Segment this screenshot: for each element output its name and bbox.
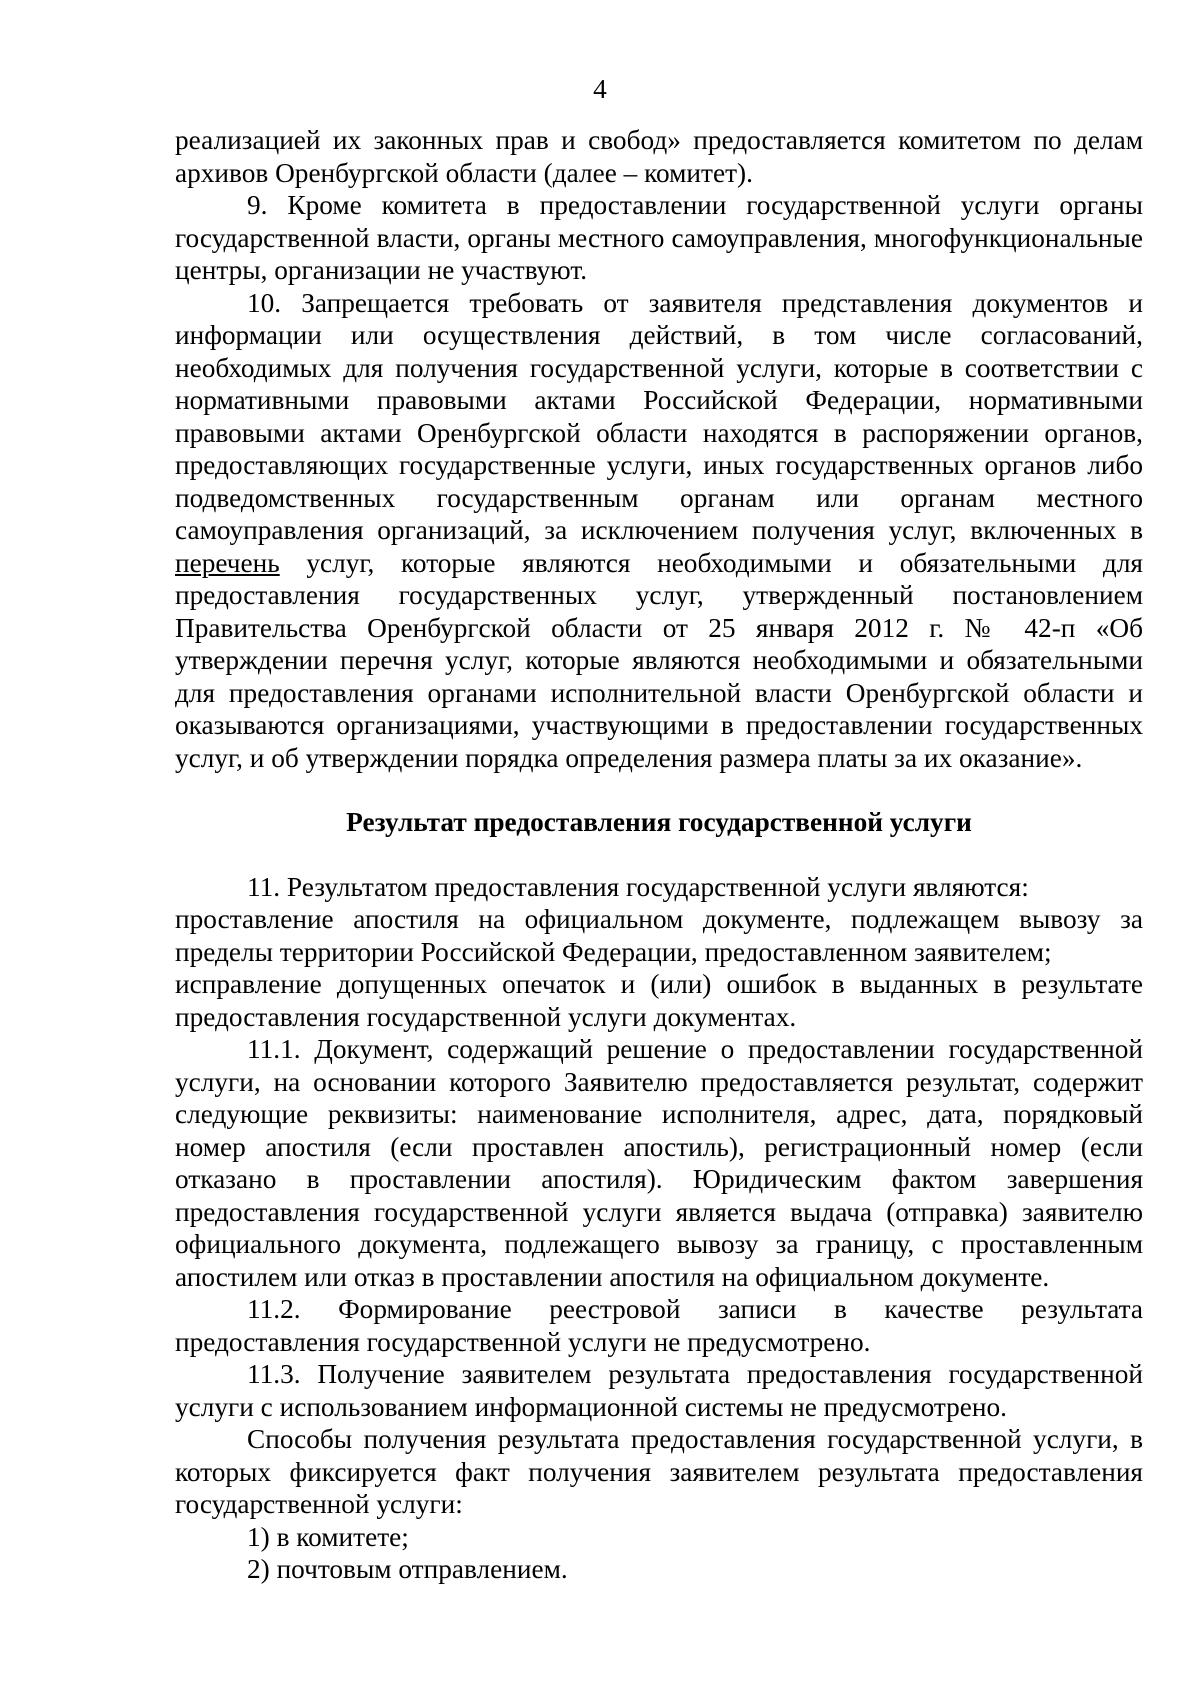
paragraph-10-text-start: 10. Запрещается требовать от заявителя представления документов и информации или осуществления действий, в том числе согласований, необходимых для получения государственной услуги, которые в соответствии с нормативными правовыми актами Российской Федерации, нормативными правовыми актами Оренбургской области находятся в распоряжении органов, предоставляющих государственные услуги, иных государственных органов либо подведомственных государственным органам или органам местного самоуправления организаций, за исключением получения услуг, включенных в — [175, 287, 1143, 545]
paragraph-11-item-apostille: проставление апостиля на официальном документе, подлежащем вывозу за пределы территории Российской Федерации, предоставленном заявителем; — [175, 904, 1143, 967]
paragraph-11-2: 11.2. Формирование реестровой записи в качестве результата предоставления государственной услуги не предусмотрено. — [175, 1294, 1143, 1357]
paragraph-11-item-corrections: исправление допущенных опечаток и (или) ошибок в выданных в результате предоставления государственной услуги документах. — [175, 969, 1143, 1032]
paragraph-receipt-methods: Способы получения результата предоставления государственной услуги, в которых фиксируется факт получения заявителем результата предоставления государственной услуги: — [175, 1424, 1143, 1519]
paragraph-11: 11. Результатом предоставления государственной услуги являются: — [247, 871, 1029, 902]
perechen-link[interactable]: перечень — [175, 547, 280, 578]
paragraph-10-text-end: услуг, которые являются необходимыми и обязательными для предоставления государственных услуг, утвержденный постановлением Правительства Оренбургской области от 25 января 2012 г. № 42-п «Об утверждении перечня услуг, которые являются необходимыми и обязательными для предоставления органами исполнительной власти Оренбургской области и оказываются организациями, участвующими в предоставлении государственных услуг, и об утверждении порядка определения размера платы за их оказание». — [175, 547, 1143, 773]
page-number: 4 — [593, 74, 607, 104]
page-body — [175, 124, 1143, 1586]
paragraph-11-1: 11.1. Документ, содержащий решение о предоставлении государственной услуги, на основании которого Заявителю предоставляется результат, содержит следующие реквизиты: наименование исполнителя, адрес, дата, порядковый номер апостиля (если проставлен апостиль), регистрационный номер (если отказано в проставлении апостиля). Юридическим фактом завершения предоставления государственной услуги является выдача (отправка) заявителю официального документа, подлежащего вывозу за границу, с проставленным апостилем или отказ в проставлении апостиля на официальном документе. — [175, 1034, 1143, 1292]
paragraph-continuation: реализацией их законных прав и свобод» предоставляется комитетом по делам архивов Оренбургской области (далее – комитет). — [175, 125, 1143, 188]
list-item-committee: 1) в комитете; — [247, 1521, 409, 1552]
section-heading: Результат предоставления государственной услуги — [346, 807, 972, 837]
paragraph-10 — [175, 287, 1143, 775]
list-item-mail: 2) почтовым отправлением. — [247, 1554, 568, 1584]
paragraph-11-3: 11.3. Получение заявителем результата предоставления государственной услуги с использованием информационной системы не предусмотрено. — [175, 1359, 1143, 1422]
paragraph-9: 9. Кроме комитета в предоставлении государственной услуги органы государственной власти, органы местного самоуправления, многофункциональные центры, организации не участвуют. — [175, 190, 1143, 285]
